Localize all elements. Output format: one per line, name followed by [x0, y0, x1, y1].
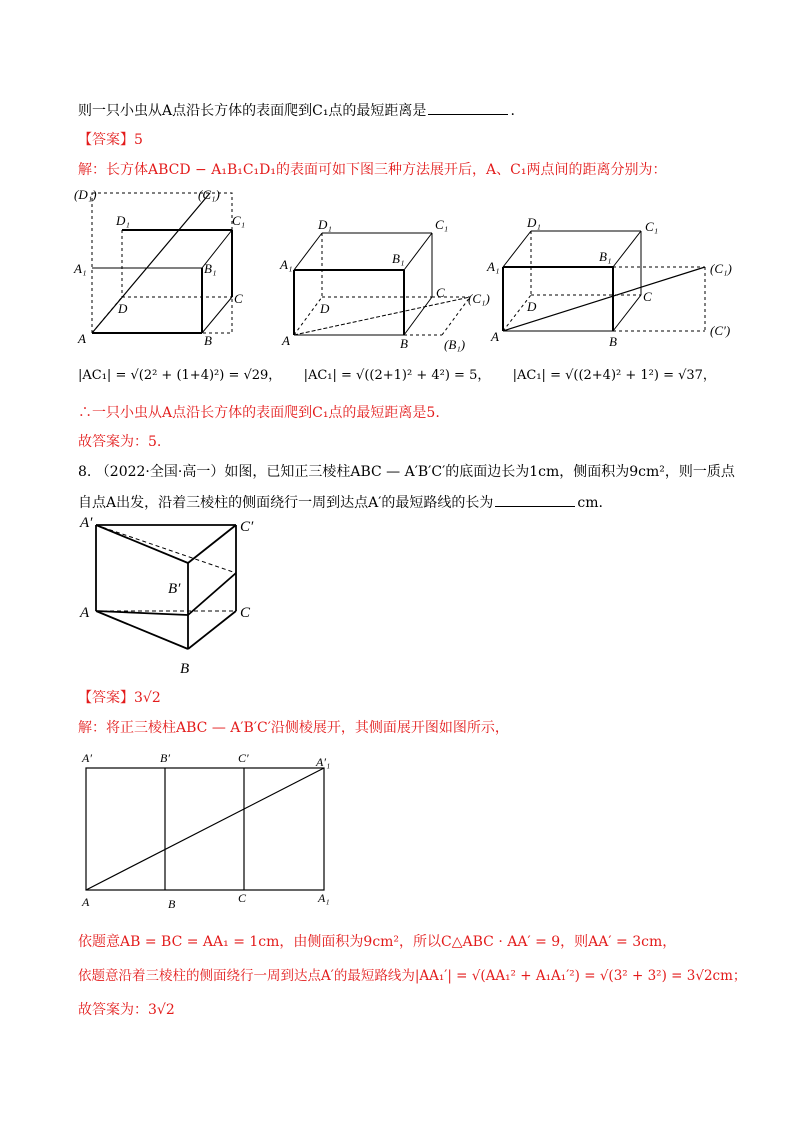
fig3-label: D₁ — [527, 215, 541, 230]
fig1-label: A — [78, 331, 86, 346]
fig1-label: D₁ — [116, 213, 130, 228]
prism-label: A — [80, 605, 90, 621]
fig1-label: D — [118, 301, 128, 316]
net-label: A′₁ — [316, 755, 331, 769]
calc-3: |AC₁| = √((2+4)² + 1²) = √37， — [512, 368, 716, 383]
fig2-label: D₁ — [318, 217, 332, 232]
fig1-label: B — [204, 333, 212, 348]
fig3-label: (C₁) — [710, 261, 732, 276]
q8-solution: 解：将正三棱柱ABC — A′B′C′沿侧棱展开，其侧面展开图如图所示， — [78, 720, 509, 736]
q8-shortest-path: 依题意沿着三棱柱的侧面绕行一周到达点A′的最短路线为|AA₁′| = √(AA₁² + A₁A₁′²) = √(3² + 3²) = 3√2cm； — [78, 968, 747, 984]
q7-question — [78, 100, 515, 121]
prism-net-figure — [78, 752, 358, 912]
fig2-label: C₁ — [435, 217, 449, 232]
fig1-label: B₁ — [204, 261, 217, 276]
net-label: A — [82, 895, 90, 909]
q7-answer-blank — [428, 100, 508, 115]
q7-answer — [78, 130, 143, 150]
fig2-label: B — [400, 336, 408, 351]
fig3-label: C₁ — [645, 219, 659, 234]
answer-value: 5 — [134, 132, 143, 148]
q8-given: 依题意AB = BC = AA₁ = 1cm，由侧面积为9cm²，所以C△ABC · AA′ = 9，则AA′ = 3cm， — [78, 934, 677, 950]
fig1-label: A₁ — [74, 261, 87, 276]
answer-label: 【答案】 — [78, 132, 134, 148]
fig1-label: (C₁) — [198, 187, 220, 202]
calc-2: |AC₁| = √((2+1)² + 4²) = 5， — [303, 368, 491, 383]
fig3-label: C — [643, 289, 652, 304]
cuboid-unfold-figure-3 — [485, 215, 745, 355]
fig3-label: B₁ — [599, 249, 612, 264]
q8-question-unit: cm. — [577, 495, 603, 511]
prism-label: A′ — [80, 515, 93, 531]
q8-question-text: 自点A出发，沿着三棱柱的侧面绕行一周到达点A′的最短路线的长为 — [78, 495, 494, 511]
fig3-label: A — [491, 329, 499, 344]
q8-question-line2 — [78, 492, 603, 513]
q8-final: 故答案为：3√2 — [78, 1002, 175, 1018]
fig1-label: C₁ — [232, 213, 246, 228]
fig2-label: (C₁) — [468, 291, 490, 306]
fig3-label: B — [609, 334, 617, 349]
fig2-label: D — [320, 301, 330, 316]
prism-label: B — [180, 661, 190, 677]
q7-conclusion: ∴一只小虫从A点沿长方体的表面爬到C₁点的最短距离是5. — [78, 405, 440, 421]
answer-label: 【答案】 — [78, 690, 134, 706]
net-label: A₁ — [318, 891, 330, 905]
net-label: B′ — [160, 751, 170, 765]
fig1-label: C — [234, 291, 243, 306]
q7-final: 故答案为：5. — [78, 434, 162, 450]
q7-calculations — [78, 366, 716, 386]
answer-value: 3√2 — [134, 690, 161, 706]
net-label: B — [168, 897, 176, 911]
fig2-label: A₁ — [280, 257, 293, 272]
calc-1: |AC₁| = √(2² + (1+4)²) = √29， — [78, 368, 282, 383]
q8-question-line1: 8. （2022·全国·高一）如图，已知正三棱柱ABC — A′B′C′的底面边长为1cm，侧面积为9cm²，则一质点 — [78, 464, 735, 480]
net-label: A′ — [82, 751, 92, 765]
fig2-label: A — [282, 333, 290, 348]
fig3-label: D — [527, 299, 537, 314]
q7-question-text: 则一只小虫从A点沿长方体的表面爬到C₁点的最短距离是 — [78, 103, 427, 119]
fig1-label: (D₁) — [74, 187, 97, 202]
prism-label: C′ — [240, 519, 254, 535]
prism-label: B′ — [168, 581, 181, 597]
fig2-label: (B₁) — [444, 337, 466, 352]
q8-answer — [78, 688, 161, 708]
net-label: C — [238, 891, 247, 905]
q8-answer-blank — [495, 492, 575, 507]
triangular-prism-figure — [78, 515, 278, 685]
net-label: C′ — [238, 751, 249, 765]
cuboid-unfold-figure-1 — [70, 185, 260, 350]
cuboid-unfold-figure-2 — [280, 215, 495, 355]
fig3-label: (C′) — [710, 323, 731, 338]
fig3-label: A₁ — [487, 259, 500, 274]
prism-label: C — [240, 605, 251, 621]
q7-question-end: . — [510, 103, 515, 119]
fig2-label: C — [436, 285, 445, 300]
fig2-label: B₁ — [392, 251, 405, 266]
q7-solution: 解：长方体ABCD − A₁B₁C₁D₁的表面可如下图三种方法展开后，A、C₁两点间的距离分别为： — [78, 162, 667, 178]
